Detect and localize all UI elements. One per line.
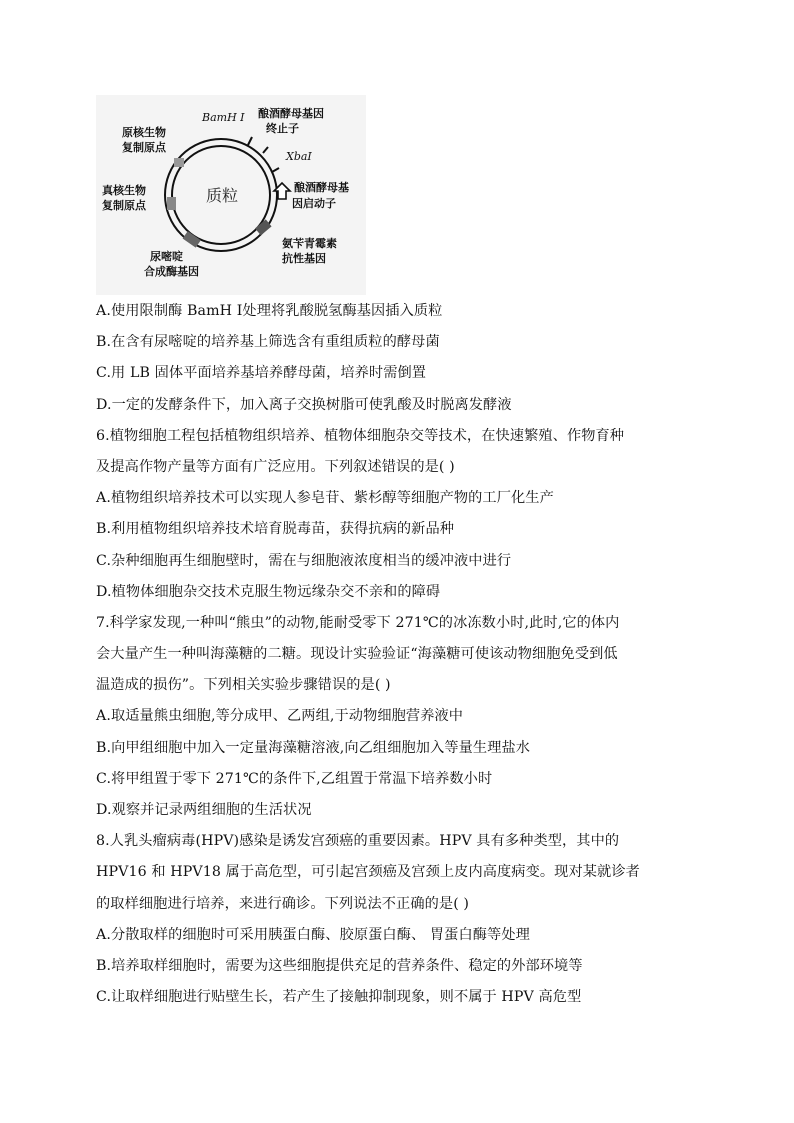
plasmid-diagram: [96, 95, 366, 295]
q7-stem-line3: 温造成的损伤”。下列相关实验步骤错误的是( ): [96, 677, 391, 694]
q7-option-d: D.观察并记录两组细胞的生活状况: [96, 802, 312, 818]
amp-label-line1: 氨苄青霉素: [282, 237, 337, 250]
q8-stem-line3: 的取样细胞进行培养，来进行确诊。下列说法不正确的是( ): [96, 895, 470, 912]
q5-option-b: B.在含有尿嘧啶的培养基上筛选含有重组质粒的酵母菌: [96, 334, 440, 351]
q7-option-c: C.将甲组置于零下 271℃的条件下,乙组置于常温下培养数小时: [96, 770, 493, 787]
prokaryotic-origin-block: [174, 158, 184, 167]
q7-option-b: B.向甲组细胞中加入一定量海藻糖溶液,向乙组细胞加入等量生理盐水: [96, 739, 531, 756]
uracil-label-line1: 尿嘧啶: [150, 250, 183, 263]
q6-option-d: D.植物体细胞杂交技术克服生物远缘杂交不亲和的障碍: [96, 583, 441, 600]
q6-stem-line2: 及提高作物产量等方面有广泛应用。下列叙述错误的是( ): [96, 458, 455, 475]
q6-stem-line1: 6.植物细胞工程包括植物组织培养、植物体细胞杂交等技术，在快速繁殖、作物育种: [96, 427, 625, 444]
q7-option-a: A.取适量熊虫细胞,等分成甲、乙两组,于动物细胞营养液中: [96, 708, 464, 725]
q8-option-a: A.分散取样的细胞时可采用胰蛋白酶、胶原蛋白酶、 胃蛋白酶等处理: [96, 926, 530, 943]
bamhi-label: BamH Ⅰ: [202, 111, 245, 124]
q5-option-a: A.使用限制酶 BamH Ⅰ处理将乳酸脱氢酶基因插入质粒: [96, 303, 443, 319]
q8-option-b: B.培养取样细胞时，需要为这些细胞提供充足的营养条件、稳定的外部环境等: [96, 957, 583, 974]
amp-label-line2: 抗性基因: [282, 252, 326, 265]
plasmid-figure: [96, 95, 366, 295]
xbai-label: XbaⅠ: [286, 150, 312, 163]
q8-stem-line2: HPV16 和 HPV18 属于高危型，可引起宫颈癌及宫颈上皮内高度病变。现对某就诊者: [96, 864, 640, 881]
q8-stem-line1: 8.人乳头瘤病毒(HPV)感染是诱发宫颈癌的重要因素。HPV 具有多种类型，其中的: [96, 833, 620, 850]
terminator-label-line2: 终止子: [266, 122, 299, 135]
q8-option-c: C.让取样细胞进行贴壁生长，若产生了接触抑制现象，则不属于 HPV 高危型: [96, 989, 582, 1006]
prokaryotic-origin-label-line1: 原核生物: [122, 126, 166, 139]
q5-option-c: C.用 LB 固体平面培养基培养酵母菌，培养时需倒置: [96, 365, 427, 382]
plasmid-center-label: 质粒: [206, 186, 239, 205]
terminator-label-line1: 酿酒酵母基因: [258, 107, 324, 120]
prokaryotic-origin-label-line2: 复制原点: [122, 141, 166, 154]
q5-option-d: D.一定的发酵条件下，加入离子交换树脂可使乳酸及时脱离发酵液: [96, 396, 512, 413]
eukaryotic-origin-label-line2: 复制原点: [102, 199, 146, 212]
eukaryotic-origin-block: [167, 197, 176, 210]
q7-stem-line2: 会大量产生一种叫海藻糖的二糖。现设计实验验证“海藻糖可使该动物细胞免受到低: [96, 646, 618, 663]
eukaryotic-origin-label-line1: 真核生物: [102, 184, 146, 197]
q6-option-b: B.利用植物组织培养技术培育脱毒苗，获得抗病的新品种: [96, 521, 455, 538]
q7-stem-line1: 7.科学家发现,一种叫“熊虫”的动物,能耐受零下 271℃的冰冻数小时,此时,它的体内: [96, 614, 620, 631]
promoter-label-line2: 因启动子: [292, 197, 336, 210]
uracil-label-line2: 合成酶基因: [144, 265, 199, 278]
q6-option-a: A.植物组织培养技术可以实现人参皂苷、紫杉醇等细胞产物的工厂化生产: [96, 490, 554, 507]
promoter-label-line1: 酿酒酵母基: [294, 181, 349, 194]
q6-option-c: C.杂种细胞再生细胞壁时，需在与细胞液浓度相当的缓冲液中进行: [96, 552, 512, 569]
question-text-block: [96, 296, 706, 1013]
